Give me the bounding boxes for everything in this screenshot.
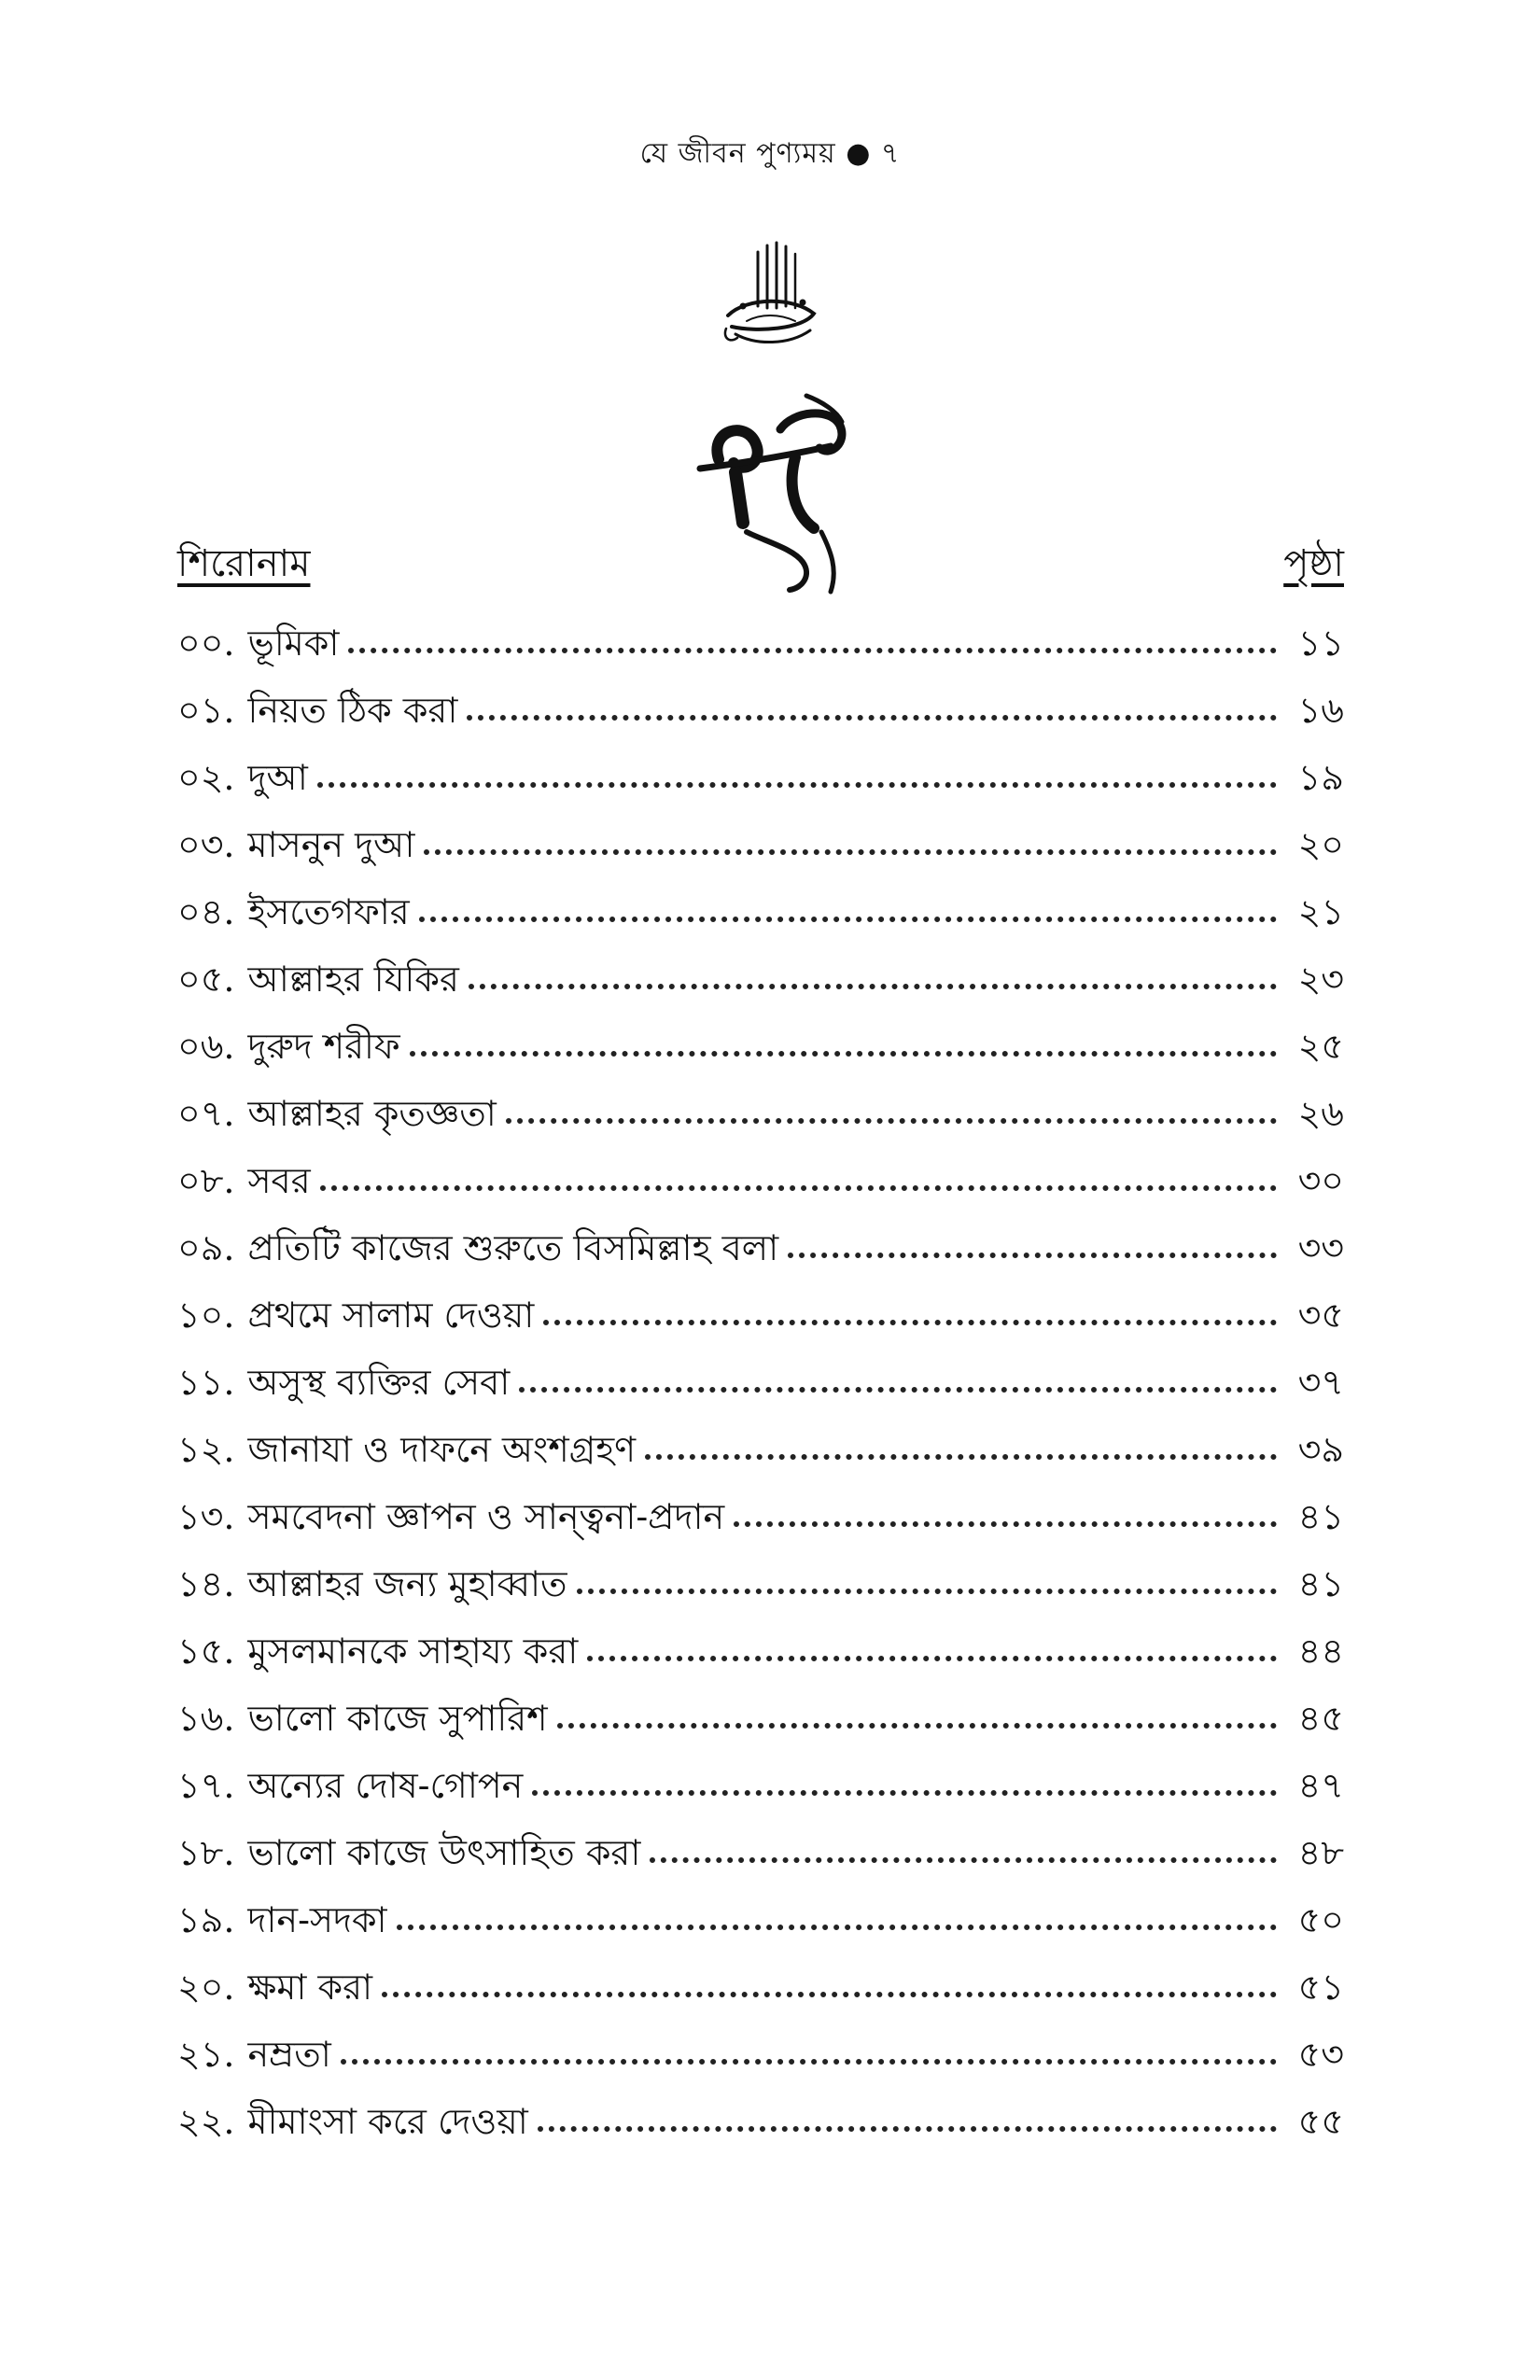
toc-entry[interactable] [177,1557,1344,1624]
toc-entry-page: ৩০ [1297,1160,1344,1201]
toc-entry-number: ০৯. [177,1227,235,1268]
toc-entry-number: ১৮. [177,1832,235,1873]
toc-entry-page: ৩৩ [1297,1227,1344,1268]
toc-entry-title: দুআ [247,757,308,798]
toc-entry-number: ১১. [177,1362,235,1403]
bismillah-calligraphy [709,241,831,362]
toc-entry-page: ৩৯ [1297,1429,1344,1470]
toc-entry-number: ০৬. [177,1026,235,1067]
toc-entry[interactable] [177,1691,1344,1758]
toc-entry-number: ০৪. [177,891,235,932]
toc-title-calligraphy [691,392,849,597]
toc-entry-page: ২০ [1297,824,1344,865]
toc-entry-title: অন্যের দোষ-গোপন [247,1765,524,1806]
toc-entry-number: ২১. [177,2034,235,2075]
toc-entry[interactable] [177,1355,1344,1422]
dot-leader [538,2121,1277,2132]
toc-entry-page: ২৬ [1297,1093,1344,1134]
toc-entry-number: ০৫. [177,959,235,1000]
toc-entry-number: ১৫. [177,1631,235,1672]
dot-leader [467,709,1277,721]
toc-entry-number: ০৩. [177,824,235,865]
toc-entry-page: ১৬ [1297,690,1344,731]
dot-leader [587,1650,1277,1661]
toc-entry[interactable] [177,1826,1344,1893]
toc-entry-number: ২০. [177,1967,235,2008]
toc-entry[interactable] [177,1422,1344,1490]
dot-leader [317,777,1277,788]
toc-entry-page: ৪৫ [1297,1698,1344,1739]
dot-leader [320,1180,1277,1191]
toc-entry[interactable] [177,1624,1344,1691]
toc-entry-number: ১৬. [177,1698,235,1739]
toc-entry[interactable] [177,2027,1344,2094]
toc-entry-page: ৪১ [1297,1496,1344,1537]
toc-entry-number: ১৪. [177,1563,235,1604]
toc-entry[interactable] [177,750,1344,818]
toc-entry-page: ২৫ [1297,1026,1344,1067]
toc-entry-title: ভূমিকা [247,623,340,664]
dot-leader [397,1919,1277,1930]
dot-leader [506,1113,1277,1124]
toc-entry-number: ১০. [177,1295,235,1336]
toc-entry-title: দুরুদ শরীফ [247,1026,400,1067]
toc-entry-page: ৫০ [1297,1899,1344,1940]
toc-entry-title: আল্লাহর যিকির [247,959,459,1000]
toc-entry-page: ৪৪ [1297,1631,1344,1672]
toc-entry-page: ২১ [1297,891,1344,932]
toc-entry[interactable] [177,1019,1344,1086]
toc-entry[interactable] [177,616,1344,683]
toc-entry-title: সবর [247,1160,311,1201]
toc-entry-page: ২৩ [1297,959,1344,1000]
dot-leader [577,1583,1278,1594]
dot-leader [419,911,1277,922]
running-header: যে জীবন পুণ্যময় ● ৭ [639,137,901,170]
dot-leader [469,978,1277,989]
toc-entry-page: ৪৭ [1297,1765,1344,1806]
toc-entry-page: ৫৩ [1297,2034,1344,2075]
dot-leader [543,1314,1277,1325]
dot-leader [410,1045,1277,1057]
dot-leader [519,1381,1277,1393]
toc-entry-title: আল্লাহর কৃতজ্ঞতা [247,1093,497,1134]
toc-entry-number: ১৩. [177,1496,235,1537]
toc-entry-title: ভালো কাজে উৎসাহিত করা [247,1832,641,1873]
toc-entry-title: মুসলমানকে সাহায্য করা [247,1631,579,1672]
toc-entry-title: ক্ষমা করা [247,1967,372,2008]
toc-entry-page: ৩৭ [1297,1362,1344,1403]
toc-entry-page: ১৯ [1297,757,1344,798]
toc-entry[interactable] [177,1960,1344,2027]
toc-entry-title: জানাযা ও দাফনে অংশগ্রহণ [247,1429,637,1470]
toc-entry-number: ০২. [177,757,235,798]
toc-entry-title: প্রথমে সালাম দেওয়া [247,1295,535,1336]
toc-entry[interactable] [177,818,1344,885]
toc-entry-title: আল্লাহর জন্য মুহাব্বাত [247,1563,567,1604]
toc-entry-title: প্রতিটি কাজের শুরুতে বিসমিল্লাহ বলা [247,1227,779,1268]
toc-entry[interactable] [177,1221,1344,1288]
toc-entry[interactable] [177,1288,1344,1355]
toc-entry[interactable] [177,1490,1344,1557]
toc-entry-number: ১৯. [177,1899,235,1940]
dot-leader [650,1852,1277,1863]
table-of-contents [177,616,1344,2162]
toc-entry[interactable] [177,1154,1344,1221]
dot-leader [382,1986,1277,1997]
toc-entry[interactable] [177,952,1344,1019]
toc-entry[interactable] [177,2094,1344,2162]
dot-leader [341,2053,1277,2065]
toc-entry-title: নম্রতা [247,2034,331,2075]
toc-entry-number: ২২. [177,2101,235,2142]
dot-leader [788,1247,1277,1258]
toc-entry-page: ৪৮ [1297,1832,1344,1873]
toc-entry-number: ০৭. [177,1093,235,1134]
toc-entry-number: ১৭. [177,1765,235,1806]
toc-entry-number: ১২. [177,1429,235,1470]
toc-entry-title: অসুস্থ ব্যক্তির সেবা [247,1362,511,1403]
dot-leader [532,1785,1277,1796]
dot-leader [557,1717,1277,1729]
toc-entry-title: নিয়ত ঠিক করা [247,690,458,731]
toc-entry-number: ০৮. [177,1160,235,1201]
toc-entry-page: ৫১ [1297,1967,1344,2008]
toc-entry-number: ০০. [177,623,235,664]
toc-entry-title: মাসনুন দুআ [247,824,415,865]
toc-entry[interactable] [177,1086,1344,1154]
dot-leader [734,1516,1277,1527]
toc-entry[interactable] [177,683,1344,750]
toc-entry[interactable] [177,1893,1344,1960]
toc-entry-title: সমবেদনা জ্ঞাপন ও সান্ত্বনা-প্রদান [247,1496,725,1537]
toc-entry-page: ১১ [1297,623,1344,664]
toc-entry-page: ৩৫ [1297,1295,1344,1336]
dot-leader [348,642,1277,653]
page-column-heading: পৃষ্ঠা [1283,542,1344,585]
toc-entry-title: মীমাংসা করে দেওয়া [247,2101,528,2142]
toc-entry-title: ইসতেগফার [247,891,410,932]
toc-entry-title: ভালো কাজে সুপারিশ [247,1698,548,1739]
dot-leader [424,844,1277,855]
toc-entry-number: ০১. [177,690,235,731]
toc-entry-page: ৪১ [1297,1563,1344,1604]
toc-entry-page: ৫৫ [1297,2101,1344,2142]
toc-entry[interactable] [177,1758,1344,1826]
dot-leader [645,1449,1277,1460]
title-column-heading: শিরোনাম [177,542,311,585]
toc-entry-title: দান-সদকা [247,1899,387,1940]
toc-entry[interactable] [177,885,1344,952]
